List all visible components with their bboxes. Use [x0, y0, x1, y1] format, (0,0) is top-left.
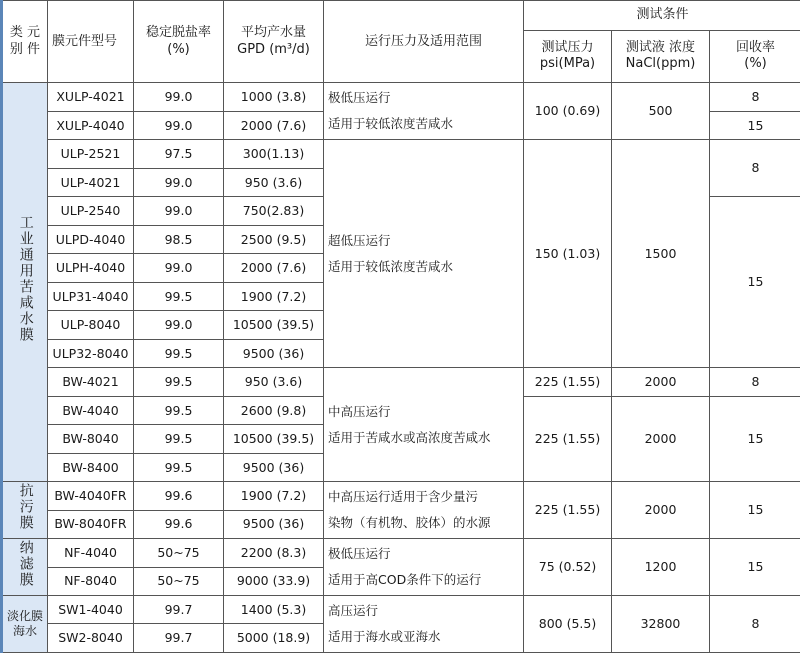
- flow-cell: 950 (3.6): [224, 168, 324, 196]
- concentration-cell: 1500: [612, 140, 710, 368]
- rejection-cell: 99.5: [134, 368, 224, 396]
- concentration-cell: 2000: [612, 482, 710, 539]
- rejection-cell: 99.5: [134, 453, 224, 481]
- model-cell: BW-4021: [48, 368, 134, 396]
- rejection-cell: 50~75: [134, 539, 224, 567]
- model-cell: ULP-2540: [48, 197, 134, 225]
- recovery-cell: 8: [710, 596, 800, 653]
- flow-cell: 5000 (18.9): [224, 624, 324, 653]
- table-row: [2, 83, 800, 111]
- model-cell: BW-8040: [48, 425, 134, 453]
- model-cell: XULP-4021: [48, 83, 134, 111]
- pressure-cell: 225 (1.55): [524, 396, 612, 481]
- model-cell: ULPH-4040: [48, 254, 134, 282]
- concentration-cell: 500: [612, 83, 710, 140]
- flow-cell: 10500 (39.5): [224, 311, 324, 339]
- flow-cell: 1900 (7.2): [224, 482, 324, 510]
- flow-cell: 950 (3.6): [224, 368, 324, 396]
- flow-cell: 9500 (36): [224, 339, 324, 367]
- recovery-cell: 8: [710, 140, 800, 197]
- range-header: 运行压力及适用范围: [324, 1, 524, 83]
- category-nanofiltration: 纳滤膜: [2, 539, 48, 596]
- concentration-cell: 2000: [612, 368, 710, 396]
- table-row: [2, 482, 800, 510]
- flow-cell: 9000 (33.9): [224, 567, 324, 595]
- table-row: [2, 368, 800, 396]
- flow-cell: 9500 (36): [224, 453, 324, 481]
- header-row-1: [2, 1, 800, 31]
- table-row: [2, 596, 800, 624]
- recovery-cell: 8: [710, 83, 800, 111]
- flow-cell: 300(1.13): [224, 140, 324, 168]
- pressure-cell: 800 (5.5): [524, 596, 612, 653]
- recovery-header: 回收率 (%): [710, 30, 800, 83]
- concentration-cell: 32800: [612, 596, 710, 653]
- model-cell: SW1-4040: [48, 596, 134, 624]
- concentration-cell: 2000: [612, 396, 710, 481]
- model-header: 膜元件型号: [48, 1, 134, 83]
- model-cell: SW2-8040: [48, 624, 134, 653]
- category-antifouling: 抗污膜: [2, 482, 48, 539]
- flow-cell: 2600 (9.8): [224, 396, 324, 424]
- recovery-cell: 8: [710, 368, 800, 396]
- table-row: [2, 140, 800, 168]
- flow-cell: 2000 (7.6): [224, 111, 324, 139]
- rejection-cell: 99.7: [134, 596, 224, 624]
- rejection-cell: 99.0: [134, 111, 224, 139]
- rejection-cell: 99.0: [134, 197, 224, 225]
- rejection-cell: 99.5: [134, 425, 224, 453]
- rejection-cell: 99.0: [134, 168, 224, 196]
- model-cell: ULP32-8040: [48, 339, 134, 367]
- model-cell: ULP-8040: [48, 311, 134, 339]
- rejection-cell: 97.5: [134, 140, 224, 168]
- pressure-cell: 225 (1.55): [524, 482, 612, 539]
- recovery-cell: 15: [710, 197, 800, 368]
- rejection-header: 稳定脱盐率 (%): [134, 1, 224, 83]
- model-cell: NF-8040: [48, 567, 134, 595]
- recovery-cell: 15: [710, 539, 800, 596]
- model-cell: XULP-4040: [48, 111, 134, 139]
- flow-cell: 2200 (8.3): [224, 539, 324, 567]
- pressure-cell: 100 (0.69): [524, 83, 612, 140]
- model-cell: NF-4040: [48, 539, 134, 567]
- rejection-cell: 98.5: [134, 225, 224, 253]
- range-cell: 超低压运行 适用于较低浓度苦咸水: [324, 140, 524, 368]
- flow-cell: 2000 (7.6): [224, 254, 324, 282]
- pressure-cell: 150 (1.03): [524, 140, 612, 368]
- model-cell: BW-4040: [48, 396, 134, 424]
- pressure-header: 测试压力 psi(MPa): [524, 30, 612, 83]
- category-industrial: 工业通用苦咸水膜: [2, 83, 48, 482]
- flow-cell: 1000 (3.8): [224, 83, 324, 111]
- concentration-cell: 1200: [612, 539, 710, 596]
- rejection-cell: 50~75: [134, 567, 224, 595]
- rejection-cell: 99.5: [134, 396, 224, 424]
- category-seawater: 淡化膜 海水: [2, 596, 48, 653]
- range-cell: 极低压运行 适用于较低浓度苦咸水: [324, 83, 524, 140]
- model-cell: ULP-2521: [48, 140, 134, 168]
- range-cell: 中高压运行 适用于苦咸水或高浓度苦咸水: [324, 368, 524, 482]
- category-header: 类 元 别 件: [2, 1, 48, 83]
- model-cell: ULP-4021: [48, 168, 134, 196]
- flow-cell: 1900 (7.2): [224, 282, 324, 310]
- flow-cell: 9500 (36): [224, 510, 324, 538]
- flow-cell: 1400 (5.3): [224, 596, 324, 624]
- model-cell: BW-8400: [48, 453, 134, 481]
- rejection-cell: 99.5: [134, 282, 224, 310]
- range-cell: 高压运行 适用于海水或亚海水: [324, 596, 524, 653]
- recovery-cell: 15: [710, 111, 800, 139]
- rejection-cell: 99.0: [134, 83, 224, 111]
- rejection-cell: 99.0: [134, 311, 224, 339]
- flow-cell: 750(2.83): [224, 197, 324, 225]
- flow-cell: 2500 (9.5): [224, 225, 324, 253]
- pressure-cell: 225 (1.55): [524, 368, 612, 396]
- rejection-cell: 99.0: [134, 254, 224, 282]
- model-cell: ULP31-4040: [48, 282, 134, 310]
- model-cell: BW-4040FR: [48, 482, 134, 510]
- model-cell: BW-8040FR: [48, 510, 134, 538]
- rejection-cell: 99.5: [134, 339, 224, 367]
- rejection-cell: 99.6: [134, 482, 224, 510]
- flow-header: 平均产水量 GPD (m³/d): [224, 1, 324, 83]
- range-cell: 极低压运行 适用于高COD条件下的运行: [324, 539, 524, 596]
- rejection-cell: 99.6: [134, 510, 224, 538]
- range-cell: 中高压运行适用于含少量污 染物（有机物、胶体）的水源: [324, 482, 524, 539]
- test-conditions-header: 测试条件: [524, 1, 800, 31]
- table-row: [2, 539, 800, 567]
- recovery-cell: 15: [710, 396, 800, 481]
- model-cell: ULPD-4040: [48, 225, 134, 253]
- pressure-cell: 75 (0.52): [524, 539, 612, 596]
- rejection-cell: 99.7: [134, 624, 224, 653]
- flow-cell: 10500 (39.5): [224, 425, 324, 453]
- concentration-header: 测试液 浓度 NaCl(ppm): [612, 30, 710, 83]
- recovery-cell: 15: [710, 482, 800, 539]
